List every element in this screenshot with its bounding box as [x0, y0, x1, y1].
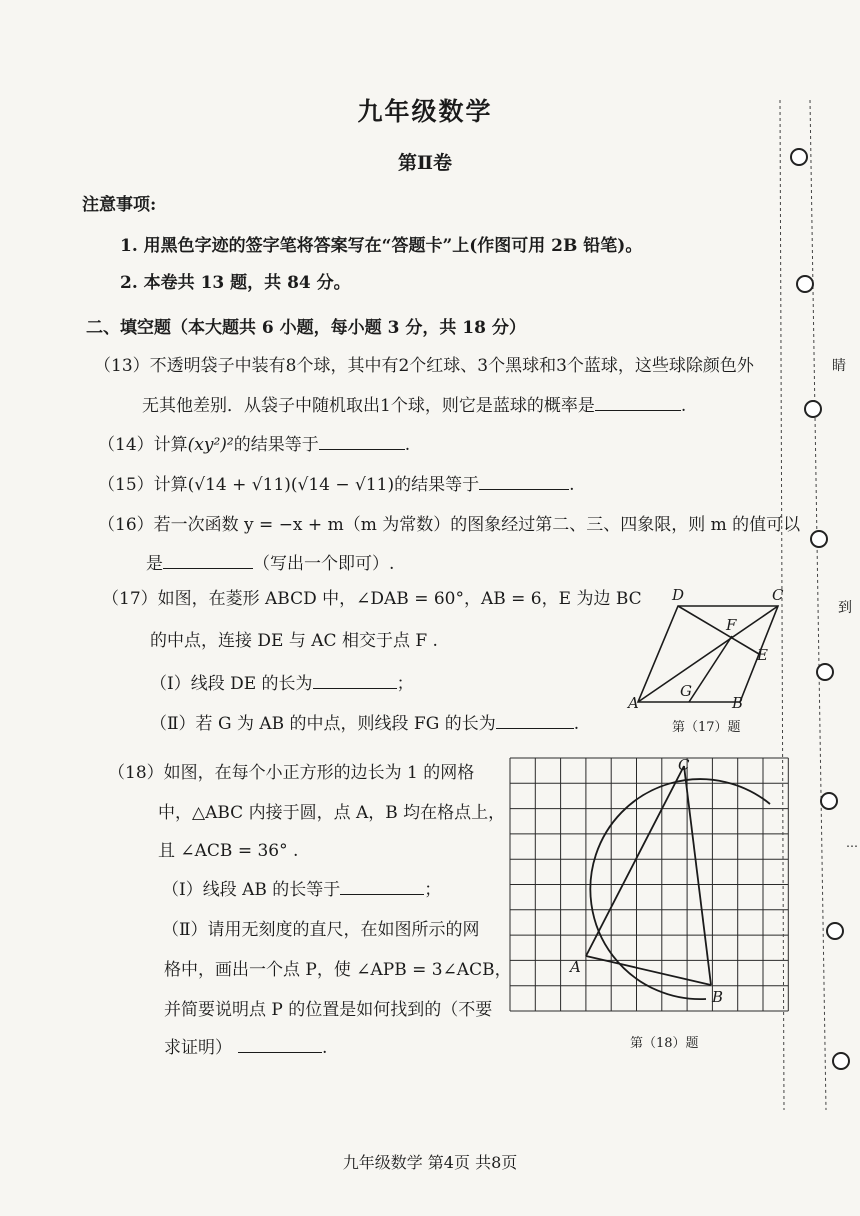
q14-prefix: （14）计算: [98, 435, 188, 455]
binding-hole: [826, 922, 844, 940]
binding-margin: [770, 100, 830, 1120]
binding-hole: [790, 148, 808, 166]
q18-part1-end: ；: [424, 880, 442, 900]
fold-line-2: [810, 100, 826, 1110]
q17-part1-end: ；: [396, 674, 414, 694]
q18-grid-figure: [508, 756, 798, 1028]
binding-hole: [832, 1052, 850, 1070]
q13-line2: [142, 391, 686, 416]
q16-suffix: （写出一个即可）.: [253, 554, 395, 574]
page-title: 九年级数学: [357, 97, 493, 126]
label-c: C: [772, 586, 784, 604]
q18-caption: 第（18）题: [630, 1036, 699, 1051]
q14-suffix: 的结果等于: [233, 435, 319, 455]
q13-answer-blank: [595, 393, 681, 411]
q17-caption: 第（17）题: [672, 720, 741, 735]
label-e: E: [757, 646, 768, 664]
binding-hole: [816, 663, 834, 681]
notes-heading: 注意事项:: [82, 195, 157, 215]
q18-part2-end: .: [322, 1038, 328, 1058]
notes-item-2: 2. 本卷共 13 题，共 84 分。: [120, 273, 351, 293]
label-g: G: [680, 682, 692, 700]
grid-lines: [510, 758, 788, 1011]
q15: [98, 470, 575, 495]
q13-text: 无其他差别．从袋子中随机取出1个球，则它是蓝球的概率是: [142, 396, 595, 416]
q18-part2-blank: [238, 1035, 322, 1053]
q17-part2: [150, 709, 579, 734]
binding-hole: [810, 530, 828, 548]
q15-prefix: （15）计算: [98, 475, 188, 495]
q17-part1-blank: [313, 671, 397, 689]
q18-part2-text: 求证明）: [164, 1038, 232, 1058]
q15-answer-blank: [479, 472, 569, 490]
paper-subtitle: 第Ⅱ卷: [397, 152, 452, 174]
q17-line1: （17）如图，在菱形 ABCD 中，∠DAB = 60°，AB = 6，E 为边 BC: [102, 589, 642, 609]
q13-end: .: [680, 396, 687, 416]
fold-line-1: [780, 100, 784, 1110]
page-footer: 九年级数学 第4页 共8页: [342, 1153, 518, 1172]
margin-char-3: …: [846, 836, 858, 850]
q18-line1: （18）如图，在每个小正方形的边长为 1 的网格: [108, 763, 475, 783]
q16-prefix: 是: [146, 554, 163, 574]
q17-part1: [150, 669, 414, 694]
q15-expr: (√14 + √11)(√14 − √11): [187, 475, 395, 495]
q17-part2-end: .: [573, 714, 580, 734]
q18-part1: [162, 875, 441, 900]
q18-part2-line1: （Ⅱ）请用无刻度的直尺，在如图所示的网: [162, 920, 480, 940]
q17-rhombus-figure: [620, 582, 790, 712]
q18-part2-line2: 格中，画出一个点 P，使 ∠APB = 3∠ACB，: [164, 960, 512, 980]
q15-end: .: [569, 475, 575, 495]
binding-hole: [796, 275, 814, 293]
label-a: A: [570, 958, 581, 976]
q18-line3: 且 ∠ACB = 36° .: [158, 841, 299, 861]
label-b: B: [732, 694, 744, 712]
q18-line2: 中，△ABC 内接于圆，点 A，B 均在格点上，: [158, 803, 506, 823]
q16-line1: （16）若一次函数 y = −x + m（m 为常数）的图象经过第二、三、四象限，则 m 的值可以: [98, 515, 801, 535]
segment-fg: [689, 636, 732, 702]
q14-answer-blank: [319, 432, 405, 450]
margin-char-1: 睛: [832, 358, 846, 374]
q17-line2: 的中点，连接 DE 与 AC 相交于点 F .: [150, 631, 438, 651]
q17-part2-text: （Ⅱ）若 G 为 AB 的中点，则线段 FG 的长为: [150, 714, 496, 734]
q14-end: .: [404, 435, 411, 455]
q16-answer-blank: [163, 551, 253, 569]
q14: [98, 430, 410, 455]
binding-hole: [804, 400, 822, 418]
margin-char-2: 到: [838, 600, 852, 616]
notes-item-1: 1. 用黑色字迹的签字笔将答案写在“答题卡”上(作图可用 2B 铅笔)。: [120, 236, 643, 256]
q18-part2-line4: [164, 1033, 327, 1058]
q16-line2: [146, 549, 394, 574]
label-f: F: [726, 616, 737, 634]
label-a: A: [628, 694, 639, 712]
label-b: B: [712, 988, 724, 1006]
q18-part1-text: （Ⅰ）线段 AB 的长等于: [162, 880, 341, 900]
segment-cb: [684, 766, 711, 985]
section-heading: 二、填空题（本大题共 6 小题，每小题 3 分，共 18 分）: [86, 318, 526, 338]
q13-line1: （13）不透明袋子中装有8个球，其中有2个红球、3个黑球和3个蓝球，这些球除颜色外: [94, 356, 754, 376]
binding-hole: [820, 792, 838, 810]
q18-part1-blank: [340, 877, 424, 895]
segment-ac: [586, 766, 684, 956]
q17-part2-blank: [496, 711, 574, 729]
label-d: D: [672, 586, 685, 604]
circumcircle-arc: [590, 779, 770, 999]
q17-part1-text: （Ⅰ）线段 DE 的长为: [150, 674, 313, 694]
q18-part2-line3: 并简要说明点 P 的位置是如何找到的（不要: [164, 1000, 493, 1020]
label-c: C: [678, 756, 690, 774]
q15-suffix: 的结果等于: [394, 475, 480, 495]
q14-expr: (xy²)²: [187, 435, 234, 455]
